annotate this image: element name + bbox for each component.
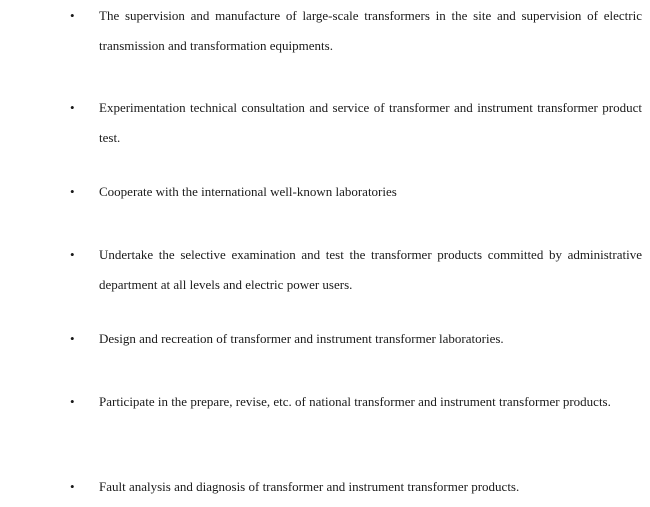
list-item-text: The supervision and manufacture of large-scale transformers in the site and supervision of electric transmission and transformation equipments.: [99, 8, 642, 53]
bullet-icon: •: [70, 100, 75, 115]
bullet-icon: •: [70, 184, 75, 199]
bullet-icon: •: [70, 479, 75, 494]
bullet-icon: •: [70, 247, 75, 262]
list-item-text: Cooperate with the international well-known laboratories: [99, 184, 397, 199]
list-item-text: Fault analysis and diagnosis of transformer and instrument transformer products.: [99, 479, 520, 494]
bullet-icon: •: [70, 331, 75, 346]
list-item-text: Participate in the prepare, revise, etc. of national transformer and instrument transformer products.: [99, 394, 611, 409]
bullet-icon: •: [70, 394, 75, 409]
list-item-text: Undertake the selective examination and test the transformer products committed by administrative department at all levels and electric power users.: [99, 247, 642, 292]
list-item-text: Design and recreation of transformer and instrument transformer laboratories.: [99, 331, 504, 346]
list-item-text: Experimentation technical consultation and service of transformer and instrument transformer product test.: [99, 100, 642, 145]
bullet-icon: •: [70, 8, 75, 23]
